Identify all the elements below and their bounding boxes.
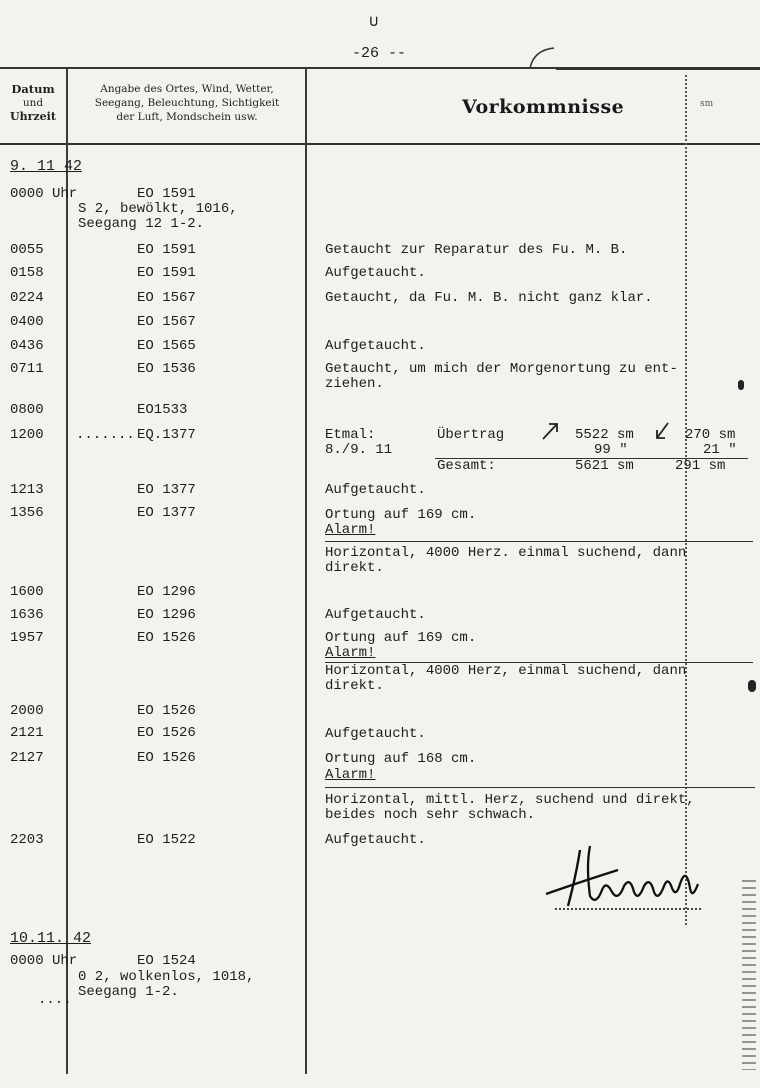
header-col-distance: sm <box>700 99 714 109</box>
event-line: Aufgetaucht. <box>325 726 426 742</box>
event-line: Horizontal, 4000 Herz. einmal suchend, dann <box>325 545 687 561</box>
header-col-date: Datum und Uhrzeit <box>10 82 56 123</box>
event-rule <box>325 541 753 542</box>
position-cell: EO 1296 <box>137 584 196 600</box>
leader-dots: ....... <box>76 427 135 443</box>
position-cell: EO 1567 <box>137 290 196 306</box>
event-line: beides noch sehr schwach. <box>325 807 536 823</box>
event-line: Aufgetaucht. <box>325 265 426 281</box>
time-cell: 2121 <box>10 725 44 741</box>
event-line: Ortung auf 169 cm. <box>325 630 477 646</box>
event-line: Aufgetaucht. <box>325 832 426 848</box>
time-cell: 1957 <box>10 630 44 646</box>
event-line: Getaucht, um mich der Morgenortung zu ent- <box>325 361 678 377</box>
position-cell: EO 1526 <box>137 703 196 719</box>
header-top-rule <box>0 67 556 69</box>
position-cell: EO 1524 <box>137 953 196 969</box>
etmal-row1: 5522 sm <box>575 427 634 443</box>
header-bottom-rule <box>0 143 760 145</box>
position-cell: EO 1591 <box>137 242 196 258</box>
time-cell: 0224 <box>10 290 44 306</box>
event-line: Ortung auf 169 cm. <box>325 507 477 523</box>
event-line: Horizontal, mittl. Herz, suchend und direkt, <box>325 792 695 808</box>
leader-dots: .... <box>38 992 72 1008</box>
alarm-line: Alarm! <box>325 767 376 783</box>
position-cell: EO 1565 <box>137 338 196 354</box>
header-top-rule-right <box>556 67 760 70</box>
page-number: -26 -- <box>352 45 407 62</box>
etmal-label: Etmal: <box>325 427 376 443</box>
weather-line: 0 2, wolkenlos, 1018, <box>78 969 255 985</box>
etmal-row3: 5621 sm <box>575 458 634 474</box>
event-line: Getaucht zur Reparatur des Fu. M. B. <box>325 242 628 258</box>
alarm-line: Alarm! <box>325 645 376 661</box>
etmal-gesamt: Gesamt: <box>437 458 496 474</box>
etmal-row3b: 291 sm <box>675 458 726 474</box>
event-line: Aufgetaucht. <box>325 338 426 354</box>
arrow-down-left-icon <box>652 420 672 442</box>
event-line: Horizontal, 4000 Herz, einmal suchend, dann <box>325 663 687 679</box>
event-line: Aufgetaucht. <box>325 607 426 623</box>
position-cell: EO 1591 <box>137 265 196 281</box>
time-cell: 2000 <box>10 703 44 719</box>
position-cell: EO 1526 <box>137 725 196 741</box>
etmal-row2b: 21 " <box>703 442 737 458</box>
position-cell: EO 1522 <box>137 832 196 848</box>
scan-speck <box>738 380 744 390</box>
time-cell: 0000 Uhr <box>10 186 78 202</box>
weather-line: S 2, bewölkt, 1016, <box>78 201 238 217</box>
time-cell: 0055 <box>10 242 44 258</box>
alarm-line: Alarm! <box>325 522 376 538</box>
top-mark: ∪ <box>369 13 379 31</box>
column-divider-2 <box>305 69 307 1074</box>
event-line: Ortung auf 168 cm. <box>325 751 477 767</box>
position-cell: EO 1377 <box>137 482 196 498</box>
time-cell: 2127 <box>10 750 44 766</box>
time-cell: 0400 <box>10 314 44 330</box>
position-cell: EO 1377 <box>137 505 196 521</box>
time-cell: 0436 <box>10 338 44 354</box>
position-cell: EO 1526 <box>137 630 196 646</box>
event-line: Aufgetaucht. <box>325 482 426 498</box>
header-col-location: Angabe des Ortes, Wind, Wetter, Seegang, Beleuchtung, Sichtigkeit der Luft, Mondschein usw. <box>94 83 280 123</box>
position-cell: EO 1567 <box>137 314 196 330</box>
column-divider-1 <box>66 69 68 1074</box>
time-cell: 1213 <box>10 482 44 498</box>
scan-edge-noise <box>742 880 756 1070</box>
weather-line: Seegang 1-2. <box>78 984 179 1000</box>
time-cell: 2203 <box>10 832 44 848</box>
position-cell: EO 1536 <box>137 361 196 377</box>
weather-line: Seegang 12 1-2. <box>78 216 205 232</box>
position-cell: EO 1296 <box>137 607 196 623</box>
position-cell: EO 1526 <box>137 750 196 766</box>
time-cell: 0711 <box>10 361 44 377</box>
event-rule <box>325 787 755 788</box>
event-line: direkt. <box>325 678 384 694</box>
position-cell: EQ.1377 <box>137 427 196 443</box>
position-cell: EO1533 <box>137 402 188 418</box>
position-cell: EO 1591 <box>137 186 196 202</box>
event-line: direkt. <box>325 560 384 576</box>
time-cell: 1600 <box>10 584 44 600</box>
header-col-events: Vorkommnisse <box>462 96 625 118</box>
time-cell: 1356 <box>10 505 44 521</box>
signature-dotted-line <box>555 908 701 910</box>
etmal-row1b: 270 sm <box>685 427 736 443</box>
time-cell: 1200 <box>10 427 44 443</box>
etmal-row2: 99 " <box>594 442 628 458</box>
event-line: Getaucht, da Fu. M. B. nicht ganz klar. <box>325 290 653 306</box>
signature-icon <box>540 836 710 926</box>
arrow-up-right-icon <box>540 420 562 442</box>
date-day1: 9. 11 42 <box>10 158 83 175</box>
time-cell: 0158 <box>10 265 44 281</box>
time-cell: 0800 <box>10 402 44 418</box>
etmal-uebertrag: Übertrag <box>437 427 505 443</box>
date-day2: 10.11. 42 <box>10 930 92 947</box>
time-cell: 0000 Uhr <box>10 953 78 969</box>
event-line: ziehen. <box>325 376 384 392</box>
scan-speck <box>748 680 756 692</box>
etmal-date: 8./9. 11 <box>325 442 393 458</box>
time-cell: 1636 <box>10 607 44 623</box>
